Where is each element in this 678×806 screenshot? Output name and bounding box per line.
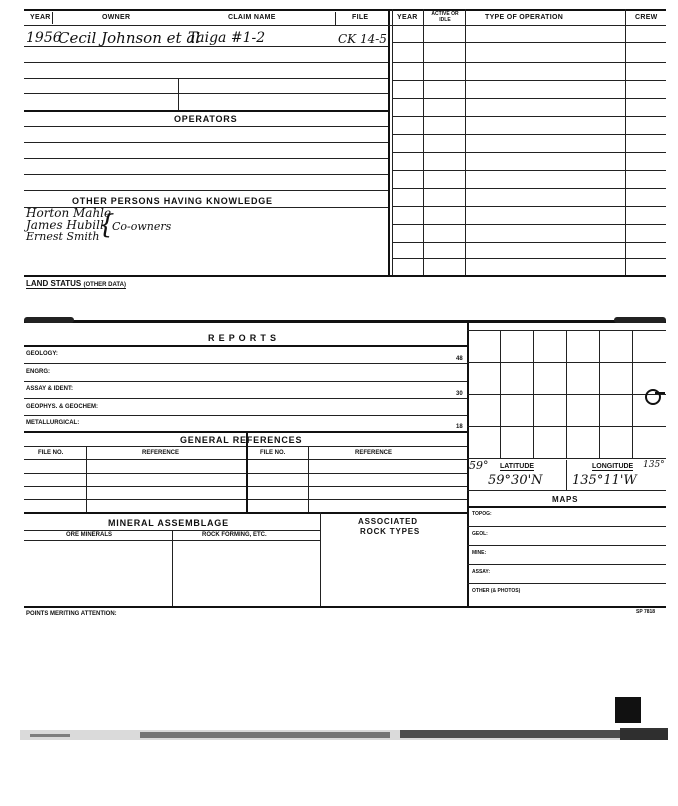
- grid-h: [467, 526, 666, 527]
- top-rule: [24, 9, 666, 11]
- grid-rule: [392, 98, 666, 99]
- rock-forming-header: ROCK FORMING, ETC.: [202, 532, 267, 538]
- person-3: Ernest Smith: [26, 230, 100, 243]
- header-bottom-rule: [24, 25, 666, 26]
- smudge-left: [24, 317, 74, 323]
- grid-h: [467, 330, 666, 331]
- divider: [178, 78, 179, 110]
- grid-rule: [392, 42, 666, 43]
- entry-claim-name: Taiga #1-2: [188, 30, 266, 46]
- row-rule: [24, 78, 388, 79]
- reports-title: R E P O R T S: [208, 333, 277, 343]
- land-status-title: [26, 279, 126, 289]
- lat-degrees: 59°: [469, 459, 489, 472]
- longitude-label: LONGITUDE: [592, 463, 634, 470]
- lon-degrees: 135°: [643, 460, 665, 470]
- report-assay: ASSAY & IDENT:: [26, 386, 74, 392]
- divider: [320, 512, 321, 606]
- divider: [566, 460, 567, 490]
- associated-label: ASSOCIATED: [358, 517, 418, 526]
- divider: [52, 12, 53, 24]
- grid-h: [467, 583, 666, 584]
- grid-rule: [392, 134, 666, 135]
- middle-divider-2: [392, 9, 393, 277]
- smudge-right: [614, 317, 666, 323]
- middle-divider: [388, 9, 390, 277]
- row-rule: [24, 62, 388, 63]
- entry-file: CK 14-5: [338, 32, 387, 46]
- grid-h: [467, 458, 666, 459]
- row-rule: [24, 190, 388, 191]
- ref-header-reference-2: REFERENCE: [355, 450, 393, 456]
- row-rule: [24, 110, 388, 112]
- grid-h: [467, 426, 666, 427]
- grid-rule: [392, 188, 666, 189]
- grid-rule: [392, 224, 666, 225]
- maps-other: OTHER (& PHOTOS): [472, 588, 521, 594]
- maps-geol: GEOL:: [472, 531, 488, 537]
- grid-rule: [24, 275, 666, 277]
- row-rule: [24, 93, 388, 94]
- grid-h: [467, 490, 666, 491]
- grid-rule: [392, 80, 666, 81]
- grid-rule: [392, 206, 666, 207]
- ref-header-file-no-2: FILE NO.: [260, 450, 286, 456]
- reports-top-rule: [24, 320, 666, 323]
- row-rule: [24, 512, 467, 514]
- grid-rule: [392, 152, 666, 153]
- general-references-title: GENERAL REFERENCES: [180, 435, 303, 445]
- report-engrg: ENGRG:: [26, 369, 50, 375]
- row-rule: [24, 345, 467, 347]
- grid-rule: [392, 116, 666, 117]
- land-status-label: LAND STATUS: [26, 279, 82, 288]
- header-file: FILE: [352, 14, 369, 21]
- report-metallurgical-num: 18: [456, 424, 463, 430]
- mineral-assemblage-title: MINERAL ASSEMBLAGE: [108, 518, 229, 528]
- row-rule: [24, 381, 467, 382]
- grid-rule: [392, 258, 666, 259]
- header-owner: OWNER: [102, 14, 131, 21]
- row-rule: [24, 174, 388, 175]
- plot-marker-tick: [655, 392, 665, 394]
- ref-header-reference-1: REFERENCE: [142, 450, 180, 456]
- land-status-sub: (OTHER DATA): [83, 282, 126, 288]
- grid-h: [467, 362, 666, 363]
- person-2: James Hubill: [26, 218, 104, 232]
- maps-title: MAPS: [552, 495, 579, 504]
- divider: [625, 9, 626, 277]
- report-geophys: GEOPHYS. & GEOCHEM:: [26, 404, 99, 410]
- corner-block: [615, 697, 641, 723]
- entry-year: 1956: [26, 30, 62, 46]
- scan-noise-strip: [20, 724, 668, 746]
- entry-owner: Cecil Johnson et al: [58, 29, 201, 47]
- report-geology: GEOLOGY:: [26, 351, 58, 357]
- maps-topog: TOPOG:: [472, 511, 492, 517]
- maps-mine: MINE:: [472, 550, 487, 556]
- operators-title: OPERATORS: [174, 114, 238, 124]
- row-rule: [24, 126, 388, 127]
- divider: [423, 9, 424, 277]
- grid-rule: [392, 62, 666, 63]
- divider: [308, 446, 309, 512]
- form-number: SP 7818: [636, 609, 656, 615]
- row-rule: [24, 363, 467, 364]
- grid-h: [467, 564, 666, 565]
- ref-header-file-no-1: FILE NO.: [38, 450, 64, 456]
- brace-mark: {: [98, 210, 115, 240]
- divider: [246, 431, 248, 512]
- grid-rule: [392, 170, 666, 171]
- row-rule: [24, 415, 467, 416]
- header-year: YEAR: [30, 14, 51, 21]
- divider: [335, 12, 336, 26]
- row-rule: [24, 46, 388, 47]
- divider: [86, 446, 87, 512]
- header-claim-name: CLAIM NAME: [228, 14, 276, 21]
- divider: [465, 9, 466, 277]
- row-rule: [24, 158, 388, 159]
- row-rule: [24, 142, 388, 143]
- report-metallurgical: METALLURGICAL:: [26, 420, 80, 426]
- row-rule: [24, 606, 666, 608]
- person-1: Horton Mahle: [26, 206, 112, 220]
- other-persons-title: OTHER PERSONS HAVING KNOWLEDGE: [72, 196, 273, 206]
- grid-h: [467, 545, 666, 546]
- report-assay-num: 30: [456, 391, 463, 397]
- grid-h: [467, 506, 666, 508]
- rock-types-label: ROCK TYPES: [360, 527, 421, 536]
- latitude-value: 59°30'N: [488, 473, 543, 488]
- row-rule: [24, 398, 467, 399]
- header-year-2: YEAR: [397, 14, 418, 21]
- header-active-or-idle: ACTIVE OR IDLE: [431, 11, 459, 23]
- ore-minerals-header: ORE MINERALS: [66, 532, 113, 538]
- divider: [172, 530, 173, 606]
- grid-h: [467, 394, 666, 395]
- maps-assay: ASSAY:: [472, 569, 491, 575]
- report-geology-num: 48: [456, 356, 463, 362]
- co-owners-note: Co-owners: [112, 220, 172, 233]
- header-type-of-operation: TYPE OF OPERATION: [485, 14, 564, 21]
- longitude-value: 135°11'W: [572, 473, 637, 488]
- latitude-label: LATITUDE: [500, 463, 535, 470]
- points-meriting-attention: POINTS MERITING ATTENTION:: [26, 611, 117, 617]
- header-crew: CREW: [635, 14, 658, 21]
- grid-rule: [392, 242, 666, 243]
